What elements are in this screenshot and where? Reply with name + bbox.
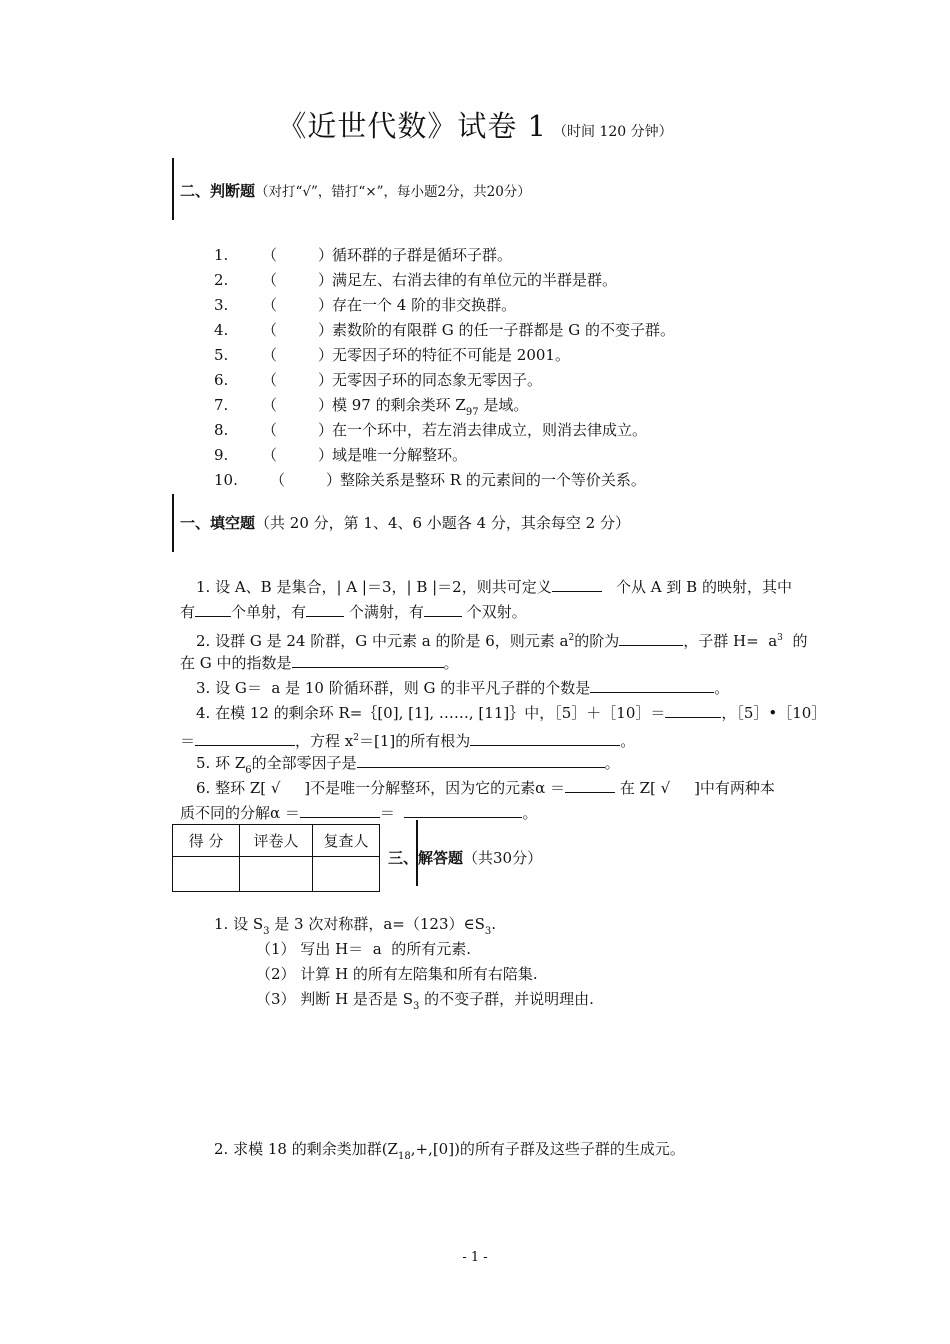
- tf-note: （对打“√”，错打“×”，每小题2分，共20分）: [255, 184, 531, 200]
- tf-answer-slot[interactable]: （: [262, 371, 278, 389]
- score-cell[interactable]: [173, 857, 240, 892]
- tf-item: [214, 468, 646, 493]
- tf-close-paren: ）: [318, 246, 334, 264]
- ans-note: （共30分）: [463, 849, 543, 867]
- tf-close-paren: ）: [318, 371, 334, 389]
- tf-answer-slot[interactable]: （: [262, 271, 278, 289]
- tf-item-text: 域是唯一分解整环。: [332, 446, 468, 464]
- tf-answer-slot[interactable]: （: [270, 471, 286, 489]
- tf-item-number: 2.: [214, 271, 229, 289]
- tf-item: [214, 293, 516, 318]
- fill-q4-line2: ＝ ，方程 $x^2=[1]$的所有根为 。: [180, 732, 636, 750]
- blank[interactable]: [306, 601, 344, 617]
- blank[interactable]: [470, 730, 620, 746]
- exam-title: [0, 104, 950, 145]
- score-table: [172, 824, 380, 892]
- fill-q1-line1: 1. 设 A、B 是集合，| A |＝3，| B |＝2，则共可定义 个从 A 到 B 的映射，其中: [196, 578, 792, 596]
- tf-item-text: 无零因子环的特征不可能是 2001。: [332, 346, 570, 364]
- title-sub: （时间 120 分钟）: [553, 124, 673, 140]
- fill-q2-line1: 2. 设群 G 是 24 阶群，G 中元素 a 的阶是 6，则元素 $a^2$的阶为 ，子群 $H= a^3$ 的: [196, 632, 808, 650]
- ans-q1-part3: （3） 判断 H 是否是 $S_3$ 的不变子群，并说明理由.: [256, 990, 594, 1012]
- tf-close-paren: ）: [318, 321, 334, 339]
- ans-heading: 三、解答题: [388, 849, 464, 867]
- tf-item-text: 循环群的子群是循环子群。: [332, 246, 513, 264]
- blank[interactable]: [300, 802, 380, 818]
- tf-item-text: 整除关系是整环 R 的元素间的一个等价关系。: [340, 471, 646, 489]
- tf-item: [214, 343, 570, 368]
- blank[interactable]: [552, 576, 602, 592]
- tf-item-number: 6.: [214, 371, 229, 389]
- fill-note: （共 20 分，第 1、4、6 小题各 4 分，其余每空 2 分）: [255, 514, 630, 532]
- tf-close-paren: ）: [318, 346, 334, 364]
- title-main: 《近世代数》试卷 1: [277, 109, 548, 143]
- tf-item-number: 9.: [214, 446, 229, 464]
- blank[interactable]: [292, 652, 444, 668]
- blank[interactable]: [565, 777, 615, 793]
- section-heading-ans: [388, 847, 542, 868]
- fill-q4-line1: 4. 在模 12 的剩余环 R=｛[0], [1], ……, [11]｝中，［5］＋［10］＝ ，［5］•［10］: [196, 704, 827, 722]
- tf-item-number: 5.: [214, 346, 229, 364]
- blank[interactable]: [665, 702, 721, 718]
- grader-header: 评卷人: [240, 825, 313, 857]
- blank[interactable]: [619, 630, 683, 646]
- tf-item-text: 满足左、右消去律的有单位元的半群是群。: [332, 271, 618, 289]
- ans-q2: 2. 求模 18 的剩余类加群$(Z_{18},+,[0])$的所有子群及这些子群的生成元。: [214, 1140, 685, 1162]
- tf-close-paren: ）: [318, 296, 334, 314]
- tf-close-paren: ）: [318, 396, 334, 414]
- tf-item: [214, 268, 617, 293]
- tf-item-number: 3.: [214, 296, 229, 314]
- fill-q5: 5. 环 $Z_6$的全部零因子是 。: [196, 754, 620, 776]
- fill-q2-line2: 在 G 中的指数是 。: [180, 654, 459, 672]
- tf-answer-slot[interactable]: （: [262, 396, 278, 414]
- blank[interactable]: [195, 730, 295, 746]
- blank[interactable]: [195, 601, 231, 617]
- tf-item-text: 模 97 的剩余类环 $Z_{97}$ 是域。: [332, 396, 529, 418]
- tf-close-paren: ）: [318, 446, 334, 464]
- tf-item-number: 4.: [214, 321, 229, 339]
- fill-q6-line1: 6. 整环 Z[ √ ]不是唯一分解整环，因为它的元素α ＝ 在 Z[ √ ]中有两种本: [196, 779, 775, 797]
- reviewer-cell[interactable]: [313, 857, 380, 892]
- ans-q1: 1. 设 $S_3$ 是 3 次对称群，$a=(123)\in S_3$.: [214, 915, 497, 937]
- blank[interactable]: [357, 752, 605, 768]
- tf-answer-slot[interactable]: （: [262, 446, 278, 464]
- grader-cell[interactable]: [240, 857, 313, 892]
- tf-item-number: 8.: [214, 421, 229, 439]
- tf-item: [214, 243, 512, 268]
- page-number: - 1 -: [462, 1250, 488, 1265]
- tf-item-number: 1.: [214, 246, 229, 264]
- reviewer-header: 复查人: [313, 825, 380, 857]
- tf-item: [214, 318, 675, 343]
- tf-item: [214, 443, 467, 468]
- tf-item: [214, 418, 647, 443]
- score-header: 得 分: [173, 825, 240, 857]
- tf-item-text: 无零因子环的同态象无零因子。: [332, 371, 543, 389]
- ans-q1-part1: （1） 写出 H＝ a 的所有元素.: [256, 940, 471, 958]
- tf-item: [214, 368, 542, 393]
- tf-close-paren: ）: [318, 421, 334, 439]
- tf-item-text: 存在一个 4 阶的非交换群。: [332, 296, 517, 314]
- section-bar-fill: [172, 494, 174, 552]
- tf-answer-slot[interactable]: （: [262, 246, 278, 264]
- fill-q1-line2: 有 个单射，有 个满射，有 个双射。: [180, 603, 527, 621]
- tf-item-number: 10.: [214, 471, 238, 489]
- blank[interactable]: [424, 601, 462, 617]
- fill-heading: 一、填空题: [180, 514, 256, 532]
- tf-close-paren: ）: [318, 271, 334, 289]
- tf-item-text: 素数阶的有限群 G 的任一子群都是 G 的不变子群。: [332, 321, 676, 339]
- tf-heading: 二、判断题: [180, 182, 256, 200]
- tf-item-number: 7.: [214, 396, 229, 414]
- blank[interactable]: [404, 802, 522, 818]
- tf-answer-slot[interactable]: （: [262, 321, 278, 339]
- fill-q6-line2: 质不同的分解α ＝ ＝ 。: [180, 804, 538, 822]
- ans-q1-part2: （2） 计算 H 的所有左陪集和所有右陪集.: [256, 965, 538, 983]
- tf-item-text: 在一个环中，若左消去律成立，则消去律成立。: [332, 421, 648, 439]
- fill-q3: 3. 设 G＝ a 是 10 阶循环群，则 G 的非平凡子群的个数是 。: [196, 679, 730, 697]
- tf-answer-slot[interactable]: （: [262, 421, 278, 439]
- blank[interactable]: [590, 677, 714, 693]
- tf-answer-slot[interactable]: （: [262, 346, 278, 364]
- tf-close-paren: ）: [326, 471, 342, 489]
- section-bar-tf: [172, 158, 174, 220]
- tf-answer-slot[interactable]: （: [262, 296, 278, 314]
- section-heading-fill: [180, 512, 630, 533]
- section-heading-tf: [180, 180, 531, 201]
